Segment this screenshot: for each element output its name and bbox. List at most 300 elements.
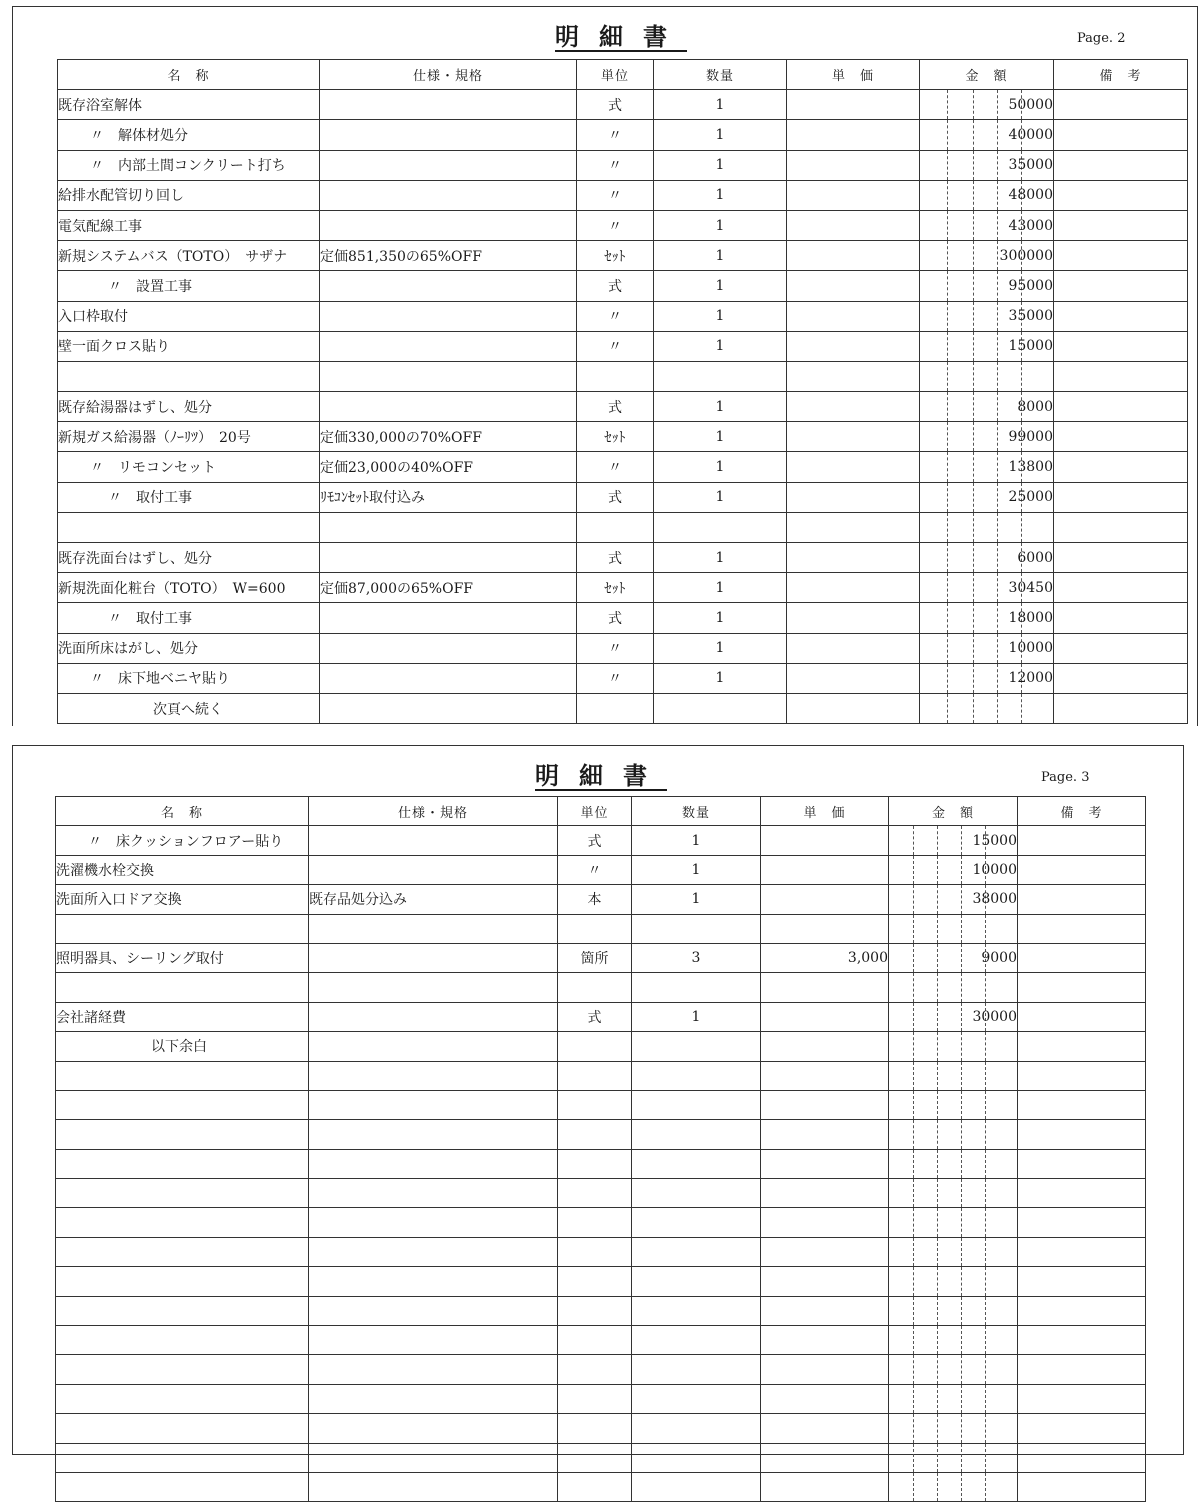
cell-unit [577, 693, 654, 723]
table-row [56, 1414, 1146, 1443]
digit-guide-line [985, 1091, 986, 1119]
digit-guide-line [985, 1473, 986, 1501]
table-row [56, 1296, 1146, 1325]
digit-guide-line [985, 1297, 986, 1325]
cell-spec [320, 210, 577, 240]
table-row [58, 543, 1188, 573]
cell-note [1018, 943, 1146, 972]
header-price: 単 価 [761, 797, 889, 826]
cell-name: 〃 リモコンセット [58, 452, 320, 482]
cell-price [787, 271, 920, 301]
digit-guide-line [913, 1414, 914, 1442]
digit-guide-line [973, 362, 974, 391]
cell-qty: 1 [654, 392, 787, 422]
cell-price [787, 150, 920, 180]
cell-note [1054, 512, 1188, 542]
cell-note [1018, 1267, 1146, 1296]
digit-guide-line [997, 211, 998, 240]
digit-guide-line [973, 90, 974, 119]
header-spec: 仕様・規格 [309, 797, 558, 826]
table-row [56, 885, 1146, 914]
cell-amount [920, 633, 1054, 663]
digit-guide-line [973, 543, 974, 572]
cell-unit: 箇所 [558, 943, 632, 972]
amount-value: 6000 [1017, 549, 1053, 566]
header-price: 単 価 [787, 60, 920, 90]
cell-note [1054, 331, 1188, 361]
digit-guide-line [985, 1120, 986, 1148]
cell-unit: 〃 [577, 663, 654, 693]
cell-unit: 式 [577, 603, 654, 633]
cell-spec [309, 1296, 558, 1325]
table-row [58, 482, 1188, 512]
table-row [56, 943, 1146, 972]
digit-guide-line [913, 1003, 914, 1031]
digit-guide-line [973, 603, 974, 632]
cell-note [1018, 1208, 1146, 1237]
digit-guide-line [937, 826, 938, 854]
cell-qty: 1 [654, 633, 787, 663]
table-row [56, 1032, 1146, 1061]
cell-unit [558, 1472, 632, 1501]
cell-price [761, 826, 889, 855]
digit-guide-line [997, 181, 998, 210]
cell-unit: 〃 [577, 452, 654, 482]
cell-note [1018, 973, 1146, 1002]
cell-note [1054, 392, 1188, 422]
cell-spec [320, 603, 577, 633]
cell-spec [309, 1208, 558, 1237]
cell-price [761, 1179, 889, 1208]
cell-note [1054, 663, 1188, 693]
cell-note [1018, 1443, 1146, 1472]
cell-spec [309, 1179, 558, 1208]
digit-guide-line [985, 1062, 986, 1090]
amount-value: 13800 [1008, 459, 1053, 476]
cell-name: 〃 設置工事 [58, 271, 320, 301]
digit-guide-line [937, 1150, 938, 1178]
digit-guide-line [973, 634, 974, 663]
digit-guide-line [961, 1385, 962, 1413]
table-row [56, 1120, 1146, 1149]
amount-value: 9000 [981, 950, 1017, 967]
cell-price: 3,000 [761, 943, 889, 972]
digit-guide-line [947, 392, 948, 421]
table-row [58, 422, 1188, 452]
cell-unit [558, 1384, 632, 1413]
cell-price [761, 1267, 889, 1296]
digit-guide-line [985, 1208, 986, 1236]
cell-name [56, 1443, 309, 1472]
cell-spec [320, 120, 577, 150]
table-row [56, 855, 1146, 884]
cell-spec [309, 1414, 558, 1443]
digit-guide-line [913, 915, 914, 943]
cell-unit: 〃 [577, 180, 654, 210]
digit-guide-line [913, 1326, 914, 1354]
amount-value: 10000 [1008, 640, 1053, 657]
cell-spec [309, 943, 558, 972]
table-row [56, 1002, 1146, 1031]
digit-guide-line [973, 271, 974, 300]
cell-name [56, 1414, 309, 1443]
cell-qty: 1 [654, 482, 787, 512]
cell-unit [558, 1149, 632, 1178]
cell-price [787, 512, 920, 542]
digit-guide-line [961, 1120, 962, 1148]
digit-guide-line [947, 362, 948, 391]
cell-unit: 〃 [558, 855, 632, 884]
page-title: 明細書 [535, 761, 667, 790]
cell-note [1018, 1032, 1146, 1061]
cell-unit [558, 1032, 632, 1061]
cell-spec [309, 1149, 558, 1178]
cell-price [787, 633, 920, 663]
cell-qty [632, 1237, 761, 1266]
digit-guide-line [961, 1179, 962, 1207]
digit-guide-line [937, 915, 938, 943]
cell-spec [309, 826, 558, 855]
digit-guide-line [973, 151, 974, 180]
digit-guide-line [937, 1297, 938, 1325]
cell-spec [320, 150, 577, 180]
cell-amount [920, 422, 1054, 452]
cell-unit [558, 1296, 632, 1325]
digit-guide-line [937, 1062, 938, 1090]
digit-guide-line [973, 241, 974, 270]
cell-unit: ｾｯﾄ [577, 573, 654, 603]
digit-guide-line [947, 151, 948, 180]
cell-name [56, 1237, 309, 1266]
cell-spec: 定価87,000の65%OFF [320, 573, 577, 603]
cell-amount [889, 1032, 1018, 1061]
table-row [58, 180, 1188, 210]
cell-spec: 定価23,000の40%OFF [320, 452, 577, 482]
cell-qty: 1 [654, 301, 787, 331]
header-note: 備 考 [1054, 60, 1188, 90]
digit-guide-line [937, 1120, 938, 1148]
cell-qty: 1 [654, 573, 787, 603]
cell-amount [889, 973, 1018, 1002]
amount-value: 99000 [1008, 428, 1053, 445]
digit-guide-line [997, 151, 998, 180]
cell-price [761, 1032, 889, 1061]
cell-unit: 〃 [577, 210, 654, 240]
cell-amount [889, 1237, 1018, 1266]
table-row [58, 693, 1188, 723]
cell-amount [920, 331, 1054, 361]
table-row [56, 1208, 1146, 1237]
cell-note [1018, 855, 1146, 884]
cell-name [56, 1061, 309, 1090]
cell-price [761, 1120, 889, 1149]
cell-unit: 式 [577, 90, 654, 120]
amount-value: 300000 [999, 247, 1053, 264]
cell-name: 〃 取付工事 [58, 603, 320, 633]
cell-price [787, 361, 920, 391]
table-row [58, 573, 1188, 603]
cell-unit [558, 1120, 632, 1149]
detail-table [57, 59, 1188, 724]
cell-name [56, 914, 309, 943]
digit-guide-line [947, 332, 948, 361]
header-note: 備 考 [1018, 797, 1146, 826]
cell-qty: 1 [654, 180, 787, 210]
amount-value: 95000 [1008, 277, 1053, 294]
digit-guide-line [997, 392, 998, 421]
digit-guide-line [997, 332, 998, 361]
cell-note [1054, 361, 1188, 391]
cell-unit: 式 [558, 1002, 632, 1031]
amount-value: 25000 [1008, 489, 1053, 506]
cell-price [787, 90, 920, 120]
table-row [56, 1472, 1146, 1501]
cell-qty [632, 1296, 761, 1325]
digit-guide-line [961, 1267, 962, 1295]
cell-amount [889, 1355, 1018, 1384]
cell-amount [920, 301, 1054, 331]
cell-price [761, 1002, 889, 1031]
cell-unit [558, 1208, 632, 1237]
digit-guide-line [997, 543, 998, 572]
table-row [58, 90, 1188, 120]
table-row [58, 392, 1188, 422]
cell-note [1054, 543, 1188, 573]
digit-guide-line [985, 1267, 986, 1295]
header-name: 名 称 [58, 60, 320, 90]
cell-note [1054, 90, 1188, 120]
table-body [58, 90, 1188, 724]
digit-guide-line [973, 513, 974, 542]
cell-qty: 1 [654, 422, 787, 452]
table-header-row [56, 797, 1146, 826]
digit-guide-line [961, 1297, 962, 1325]
cell-spec [309, 914, 558, 943]
cell-note [1018, 1179, 1146, 1208]
cell-unit: 式 [577, 271, 654, 301]
cell-amount [889, 1179, 1018, 1208]
digit-guide-line [947, 120, 948, 149]
digit-guide-line [1021, 362, 1022, 391]
cell-qty [632, 1120, 761, 1149]
cell-price [761, 1237, 889, 1266]
digit-guide-line [961, 1238, 962, 1266]
cell-unit [558, 1090, 632, 1119]
cell-price [761, 1355, 889, 1384]
cell-price [761, 1472, 889, 1501]
digit-guide-line [913, 1473, 914, 1501]
cell-note [1054, 482, 1188, 512]
digit-guide-line [947, 694, 948, 723]
cell-name: 次頁へ続く [58, 693, 320, 723]
cell-unit: ｾｯﾄ [577, 241, 654, 271]
cell-name: 入口枠取付 [58, 301, 320, 331]
digit-guide-line [947, 573, 948, 602]
cell-note [1018, 1237, 1146, 1266]
cell-amount [920, 452, 1054, 482]
cell-unit [558, 1326, 632, 1355]
cell-unit: 本 [558, 885, 632, 914]
cell-qty: 3 [632, 943, 761, 972]
cell-price [761, 1090, 889, 1119]
cell-qty [632, 1326, 761, 1355]
cell-unit [558, 1355, 632, 1384]
cell-name [56, 1355, 309, 1384]
digit-guide-line [985, 1355, 986, 1383]
cell-spec [309, 1472, 558, 1501]
cell-spec [309, 1120, 558, 1149]
cell-name: 以下余白 [56, 1032, 309, 1061]
cell-name: 〃 内部土間コンクリート打ち [58, 150, 320, 180]
header-unit: 単位 [558, 797, 632, 826]
table-body [56, 826, 1146, 1502]
digit-guide-line [997, 634, 998, 663]
digit-guide-line [947, 422, 948, 451]
cell-spec [309, 1237, 558, 1266]
cell-price [787, 573, 920, 603]
digit-guide-line [985, 1414, 986, 1442]
digit-guide-line [961, 1444, 962, 1472]
cell-spec [320, 512, 577, 542]
cell-amount [920, 180, 1054, 210]
digit-guide-line [937, 885, 938, 913]
cell-note [1018, 885, 1146, 914]
digit-guide-line [985, 1150, 986, 1178]
digit-guide-line [937, 973, 938, 1001]
cell-name: 給排水配管切り回し [58, 180, 320, 210]
cell-name: 新規ガス給湯器（ﾉｰﾘﾂ） 20号 [58, 422, 320, 452]
cell-name [56, 1267, 309, 1296]
cell-qty [654, 512, 787, 542]
digit-guide-line [973, 664, 974, 693]
digit-guide-line [973, 120, 974, 149]
table-row [56, 1355, 1146, 1384]
cell-unit: 〃 [577, 150, 654, 180]
cell-unit: 式 [577, 392, 654, 422]
cell-name: 洗面所入口ドア交換 [56, 885, 309, 914]
cell-note [1018, 1326, 1146, 1355]
cell-qty: 1 [632, 1002, 761, 1031]
cell-amount [889, 855, 1018, 884]
digit-guide-line [985, 1326, 986, 1354]
digit-guide-line [913, 885, 914, 913]
digit-guide-line [947, 302, 948, 331]
cell-spec [309, 855, 558, 884]
digit-guide-line [973, 573, 974, 602]
digit-guide-line [937, 1326, 938, 1354]
table-row [56, 914, 1146, 943]
cell-note [1018, 1472, 1146, 1501]
cell-qty: 1 [654, 241, 787, 271]
digit-guide-line [973, 211, 974, 240]
cell-price [787, 452, 920, 482]
cell-spec [309, 1384, 558, 1413]
cell-qty: 1 [654, 90, 787, 120]
table-row [56, 1090, 1146, 1119]
table-row [58, 633, 1188, 663]
cell-qty [632, 1472, 761, 1501]
cell-amount [889, 1149, 1018, 1178]
cell-unit: 式 [577, 543, 654, 573]
cell-name: 洗面所床はがし、処分 [58, 633, 320, 663]
cell-price [787, 180, 920, 210]
table-row [56, 973, 1146, 1002]
cell-amount [889, 1326, 1018, 1355]
amount-value: 43000 [1008, 217, 1053, 234]
cell-spec [309, 1002, 558, 1031]
table-row [58, 301, 1188, 331]
digit-guide-line [913, 1208, 914, 1236]
cell-qty: 1 [654, 331, 787, 361]
cell-amount [920, 241, 1054, 271]
digit-guide-line [973, 452, 974, 481]
digit-guide-line [947, 241, 948, 270]
digit-guide-line [985, 1444, 986, 1472]
cell-name [56, 1179, 309, 1208]
digit-guide-line [961, 1032, 962, 1060]
digit-guide-line [961, 1414, 962, 1442]
cell-qty: 1 [654, 150, 787, 180]
digit-guide-line [937, 1385, 938, 1413]
cell-spec [320, 180, 577, 210]
cell-spec [309, 1443, 558, 1472]
digit-guide-line [997, 452, 998, 481]
cell-name: 照明器具、シーリング取付 [56, 943, 309, 972]
amount-value: 30450 [1008, 579, 1053, 596]
cell-price [787, 331, 920, 361]
digit-guide-line [913, 1238, 914, 1266]
cell-unit: 〃 [577, 331, 654, 361]
digit-guide-line [937, 1032, 938, 1060]
digit-guide-line [913, 1297, 914, 1325]
cell-name: 既存給湯器はずし、処分 [58, 392, 320, 422]
digit-guide-line [997, 573, 998, 602]
table-row [58, 271, 1188, 301]
digit-guide-line [997, 241, 998, 270]
cell-note [1018, 1296, 1146, 1325]
table-row [58, 331, 1188, 361]
amount-value: 35000 [1008, 308, 1053, 325]
digit-guide-line [961, 915, 962, 943]
cell-qty [632, 1355, 761, 1384]
cell-name: 新規洗面化粧台（TOTO） W=600 [58, 573, 320, 603]
cell-spec: 定価330,000の70%OFF [320, 422, 577, 452]
digit-guide-line [997, 271, 998, 300]
cell-amount [920, 603, 1054, 633]
table-row [58, 603, 1188, 633]
cell-price [761, 1149, 889, 1178]
digit-guide-line [985, 1385, 986, 1413]
cell-note [1018, 1120, 1146, 1149]
cell-note [1054, 603, 1188, 633]
cell-price [761, 1384, 889, 1413]
table-row [58, 120, 1188, 150]
cell-name [56, 1120, 309, 1149]
cell-name [58, 512, 320, 542]
cell-price [761, 1414, 889, 1443]
cell-qty [632, 1061, 761, 1090]
cell-amount [920, 693, 1054, 723]
cell-qty [632, 914, 761, 943]
cell-amount [889, 914, 1018, 943]
cell-price [787, 482, 920, 512]
cell-amount [920, 210, 1054, 240]
cell-name [56, 1090, 309, 1119]
cell-amount [920, 90, 1054, 120]
cell-qty [632, 973, 761, 1002]
cell-qty [632, 1208, 761, 1237]
cell-price [787, 120, 920, 150]
